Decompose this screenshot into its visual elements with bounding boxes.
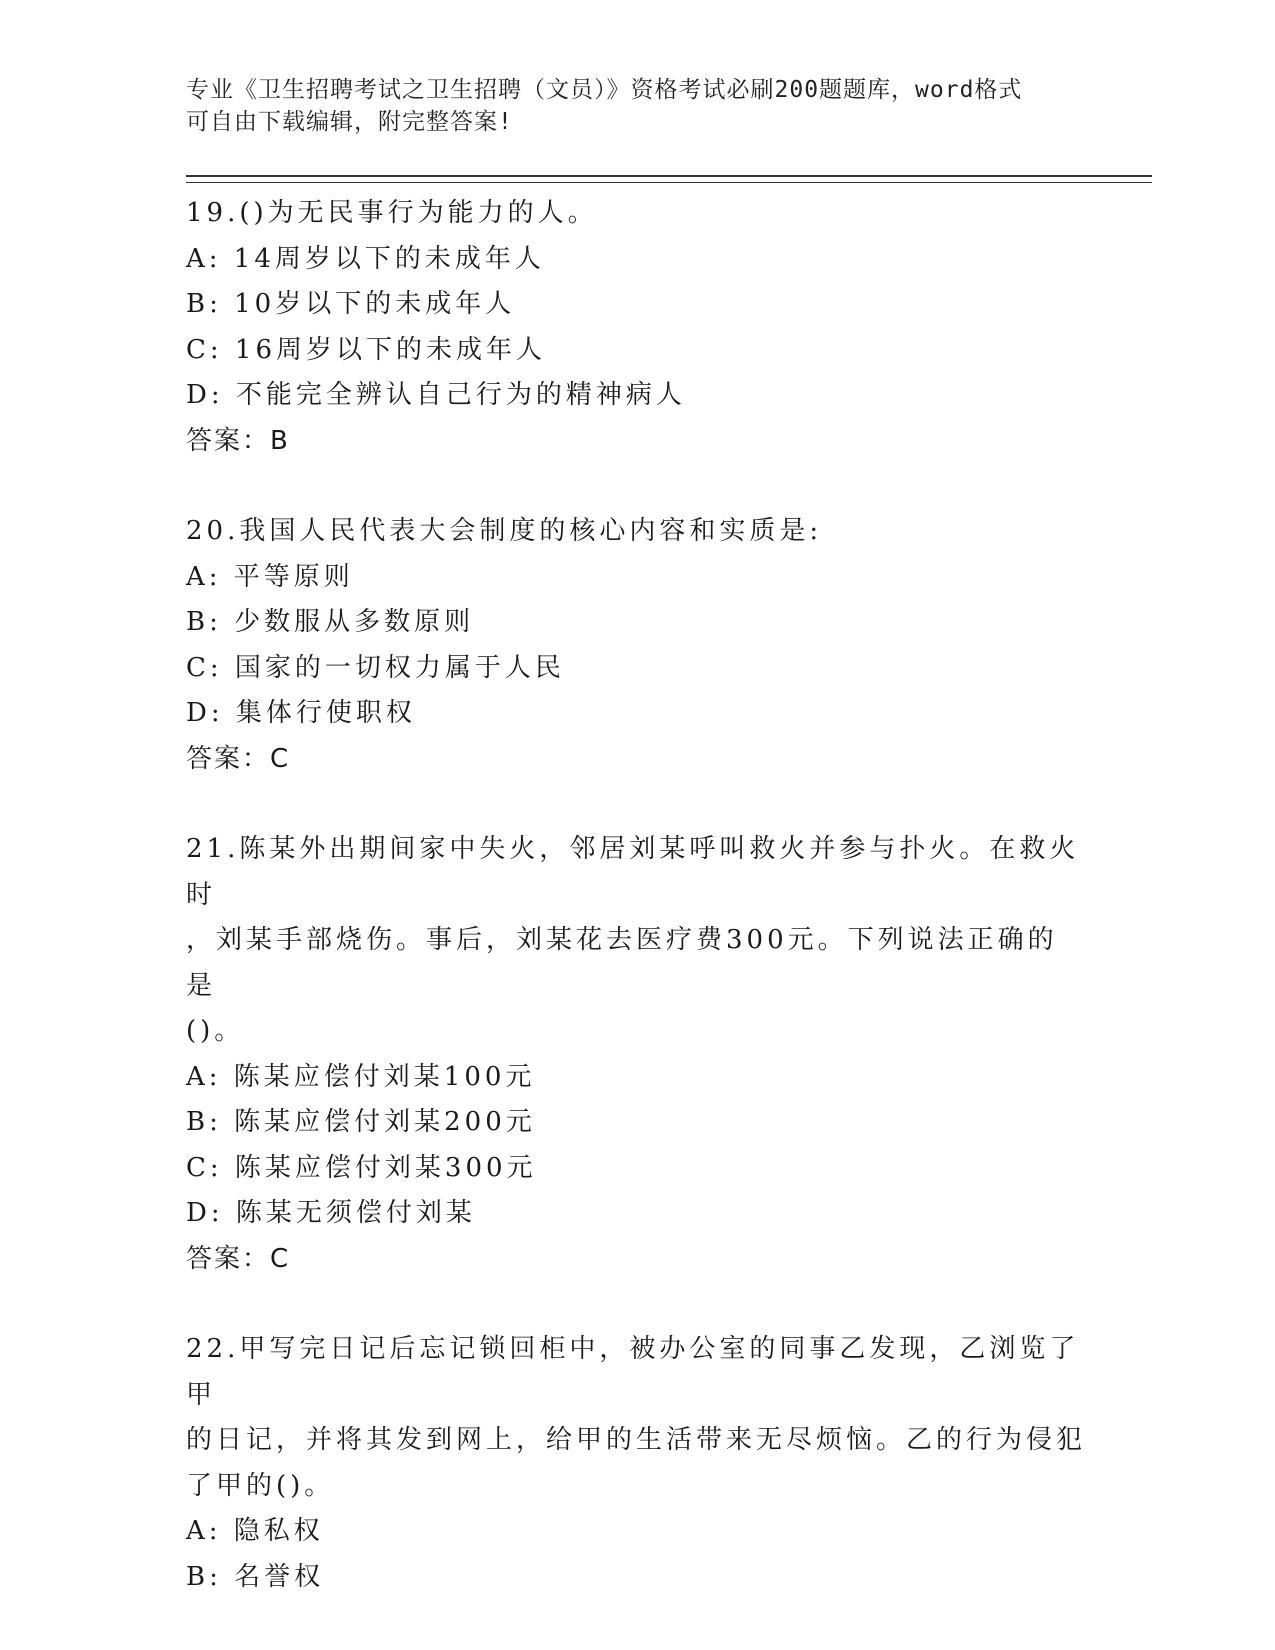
question-stem-line-1: 22.甲写完日记后忘记锁回柜中，被办公室的同事乙发现，乙浏览了甲 <box>186 1334 1080 1410</box>
header-line-1: 专业《卫生招聘考试之卫生招聘（文员）》资格考试必刷200题题库，word格式 <box>186 77 1023 103</box>
header-divider <box>186 175 1152 183</box>
option-c: C: 16周岁以下的未成年人 <box>186 334 547 365</box>
option-a: A: 隐私权 <box>186 1516 324 1546</box>
question-stem-line-2: ，刘某手部烧伤。事后，刘某花去医疗费300元。下列说法正确的是 <box>186 925 1058 1001</box>
answer-line: 答案：C <box>186 743 291 774</box>
question-stem-line-2: 的日记，并将其发到网上，给甲的生活带来无尽烦恼。乙的行为侵犯 <box>186 1425 1087 1455</box>
option-b: B: 名誉权 <box>186 1561 325 1592</box>
question-20 <box>186 509 1086 782</box>
answer-line: 答案：B <box>186 425 290 456</box>
question-list <box>186 191 1086 1645</box>
option-d: D: 陈某无须偿付刘某 <box>186 1198 476 1228</box>
question-21 <box>186 827 1086 1282</box>
option-b: B: 10岁以下的未成年人 <box>186 289 516 319</box>
option-a: A: 14周岁以下的未成年人 <box>186 243 545 274</box>
document-header <box>186 74 1066 138</box>
question-stem-line-1: 21.陈某外出期间家中失火，邻居刘某呼叫救火并参与扑火。在救火时 <box>186 834 1080 910</box>
option-a: A: 平等原则 <box>186 561 354 592</box>
question-22 <box>186 1327 1086 1600</box>
option-b: B: 陈某应偿付刘某200元 <box>186 1107 536 1137</box>
question-stem: 20.我国人民代表大会制度的核心内容和实质是: <box>186 516 823 546</box>
option-d: D: 不能完全辨认自己行为的精神病人 <box>186 380 686 410</box>
option-a: A: 陈某应偿付刘某100元 <box>186 1061 536 1092</box>
option-c: C: 国家的一切权力属于人民 <box>186 652 565 683</box>
question-stem-line-3: 了甲的()。 <box>186 1470 335 1501</box>
question-stem-line-3: ()。 <box>186 1016 245 1046</box>
header-line-2: 可自由下载编辑，附完整答案! <box>186 109 513 135</box>
option-d: D: 集体行使职权 <box>186 698 416 728</box>
question-stem: 19.()为无民事行为能力的人。 <box>186 198 598 228</box>
question-19 <box>186 191 1086 464</box>
option-b: B: 少数服从多数原则 <box>186 607 475 637</box>
answer-line: 答案：C <box>186 1243 291 1274</box>
option-c: C: 陈某应偿付刘某300元 <box>186 1152 537 1183</box>
